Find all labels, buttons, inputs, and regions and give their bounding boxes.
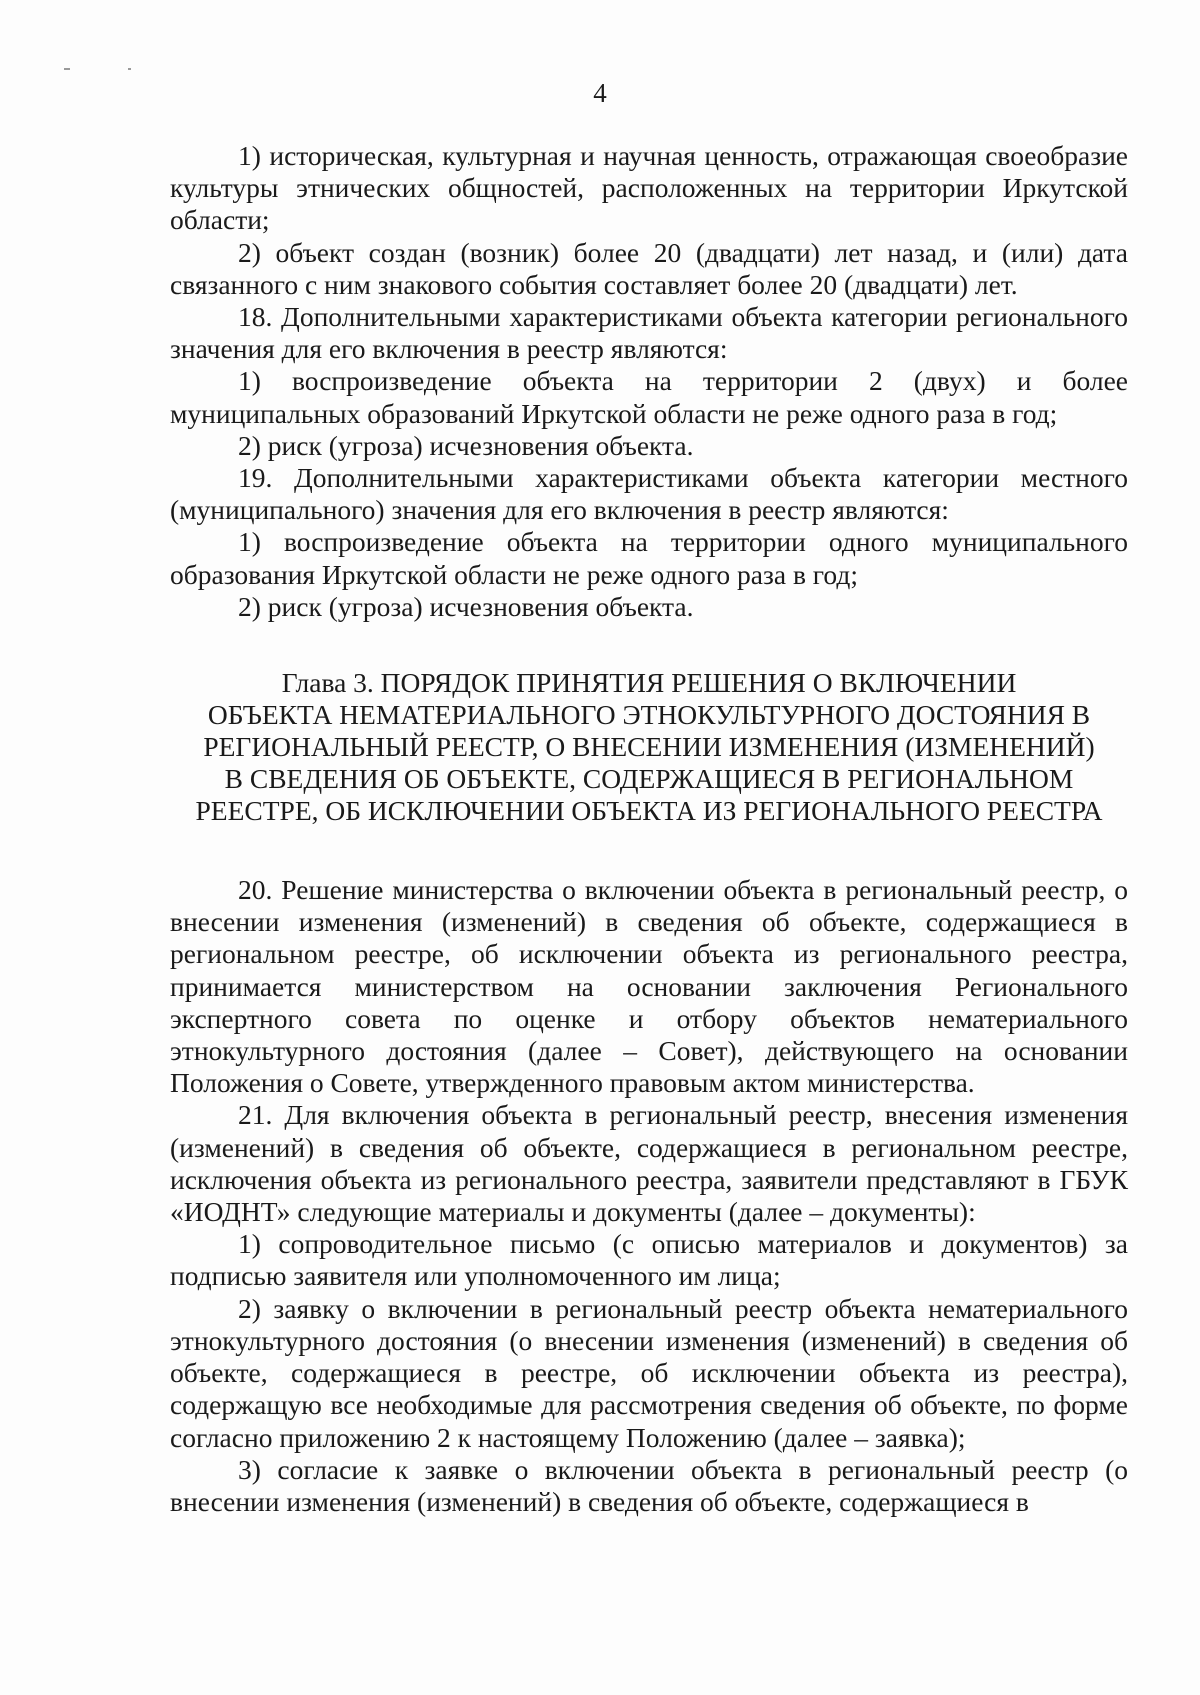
paragraph: 2) риск (угроза) исчезновения объекта. xyxy=(238,590,694,622)
chapter-heading-line: ОБЪЕКТА НЕМАТЕРИАЛЬНОГО ЭТНОКУЛЬТУРНОГО ДОСТОЯНИЯ В xyxy=(207,699,1091,731)
paragraph: 3) согласие к заявке о включении объекта в региональный реестр (о внесении изменения (изменений) в сведения об объекте, содержащиеся в xyxy=(170,1453,1128,1517)
paragraph: 2) объект создан (возник) более 20 (двадцати) лет назад, и (или) дата связанного с ним знакового события составляет более 20 (двадцати) лет. xyxy=(170,236,1128,300)
document-body xyxy=(170,140,1128,1518)
paragraph: 20. Решение министерства о включении объекта в региональный реестр, о внесении изменения (изменений) в сведения об объекте, содержащиеся в региональном реестре, об исключении объекта из регионального реестра, принимается министерством на основании заключения Регионального экспертного совета по оценке и отбору объектов нематериального этнокультурного достояния (далее – Совет), действующего на основании Положения о Совете, утвержденного правовым актом министерства. xyxy=(170,874,1128,1099)
chapter-heading-line: В СВЕДЕНИЯ ОБ ОБЪЕКТЕ, СОДЕРЖАЩИЕСЯ В РЕГИОНАЛЬНОМ xyxy=(224,763,1074,795)
paragraph: 2) заявку о включении в региональный реестр объекта нематериального этнокультурного достояния (о внесении изменения (изменений) в сведения об объекте, содержащиеся в реестре, об исключении объекта из реестра), содержащую все необходимые для рассмотрения сведения об объекте, по форме согласно приложению 2 к настоящему Положению (далее – заявка); xyxy=(170,1292,1128,1453)
chapter-heading-line: Глава 3. ПОРЯДОК ПРИНЯТИЯ РЕШЕНИЯ О ВКЛЮЧЕНИИ xyxy=(281,667,1017,699)
chapter-heading xyxy=(170,667,1128,827)
paragraph: 19. Дополнительными характеристиками объекта категории местного (муниципального) значения для его включения в реестр являются: xyxy=(170,462,1128,526)
chapter-heading-line: РЕЕСТРЕ, ОБ ИСКЛЮЧЕНИИ ОБЪЕКТА ИЗ РЕГИОНАЛЬНОГО РЕЕСТРА xyxy=(195,795,1103,827)
chapter-heading-line: РЕГИОНАЛЬНЫЙ РЕЕСТР, О ВНЕСЕНИИ ИЗМЕНЕНИЯ (ИЗМЕНЕНИЙ) xyxy=(203,731,1095,763)
paragraph: 1) воспроизведение объекта на территории одного муниципального образования Иркутской области не реже одного раза в год; xyxy=(170,526,1128,590)
paragraph: 18. Дополнительными характеристиками объекта категории регионального значения для его включения в реестр являются: xyxy=(170,301,1128,365)
paragraph: 2) риск (угроза) исчезновения объекта. xyxy=(238,429,694,461)
page-number: 4 xyxy=(593,78,607,108)
paragraph: 21. Для включения объекта в региональный реестр, внесения изменения (изменений) в сведения об объекте, содержащиеся в региональном реестре, исключения объекта из регионального реестра, заявители представляют в ГБУК «ИОДНТ» следующие материалы и документы (далее – документы): xyxy=(170,1099,1128,1228)
scan-artifact xyxy=(128,68,131,70)
scan-artifact xyxy=(64,68,70,70)
paragraph: 1) воспроизведение объекта на территории 2 (двух) и более муниципальных образований Иркутской области не реже одного раза в год; xyxy=(170,365,1128,429)
paragraph: 1) историческая, культурная и научная ценность, отражающая своеобразие культуры этнических общностей, расположенных на территории Иркутской области; xyxy=(170,140,1128,236)
paragraph: 1) сопроводительное письмо (с описью материалов и документов) за подписью заявителя или уполномоченного им лица; xyxy=(170,1228,1128,1292)
